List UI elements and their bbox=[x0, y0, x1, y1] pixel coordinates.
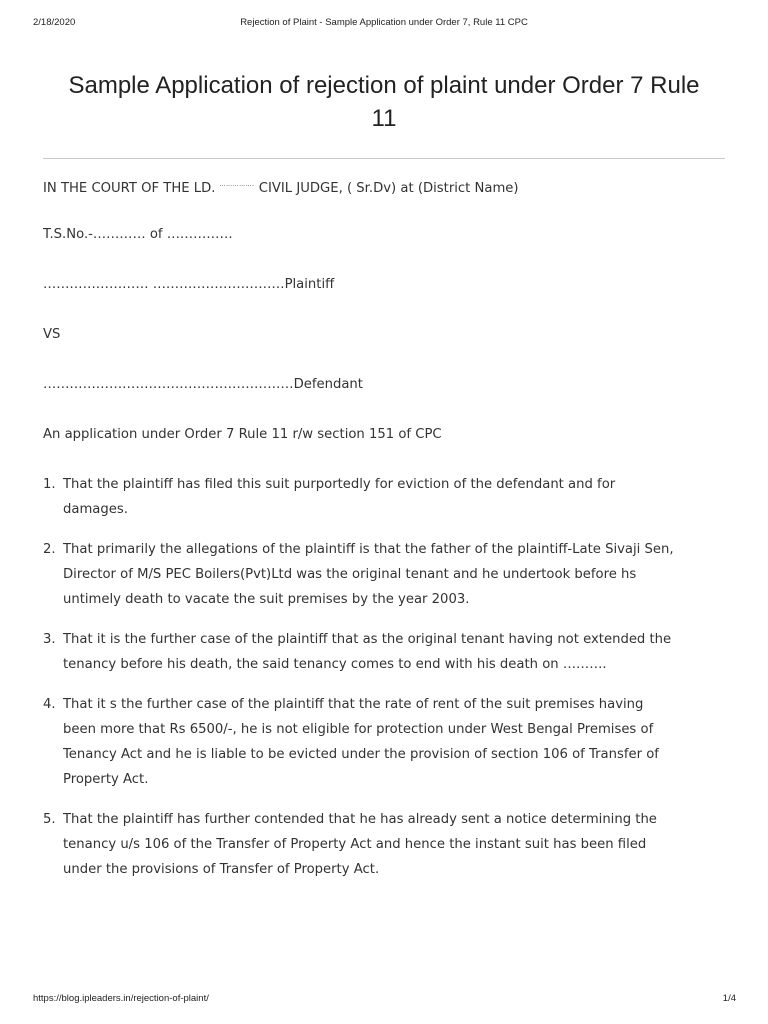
court-line-prefix: IN THE COURT OF THE LD. bbox=[43, 181, 220, 196]
list-item-number: 5. bbox=[43, 812, 56, 827]
list-item-line: That the plaintiff has further contended that he has already sent a notice determining the bbox=[63, 812, 657, 827]
plaintiff-line: …………………… …………………………Plaintiff bbox=[43, 277, 335, 292]
numbered-points bbox=[43, 472, 733, 882]
list-item bbox=[43, 472, 733, 522]
page-title bbox=[43, 69, 725, 135]
page-title-line: Sample Application of rejection of plaint under Order 7 Rule bbox=[68, 72, 700, 99]
list-item-line: untimely death to vacate the suit premises by the year 2003. bbox=[63, 592, 470, 607]
application-heading: An application under Order 7 Rule 11 r/w section 151 of CPC bbox=[43, 427, 442, 442]
list-item-line: Property Act. bbox=[63, 772, 149, 787]
versus-line: VS bbox=[43, 327, 61, 342]
page-title-line: 11 bbox=[371, 105, 397, 132]
court-line bbox=[43, 172, 733, 222]
print-date: 2/18/2020 bbox=[33, 17, 76, 28]
list-item-number: 4. bbox=[43, 697, 56, 712]
list-item-line: Director of M/S PEC Boilers(Pvt)Ltd was the original tenant and he undertook before hs bbox=[63, 567, 637, 582]
list-item-number: 1. bbox=[43, 477, 56, 492]
source-url: https://blog.ipleaders.in/rejection-of-plaint/ bbox=[33, 993, 209, 1004]
list-item-line: That it is the further case of the plaintiff that as the original tenant having not extended the bbox=[63, 632, 672, 647]
list-item-line: Tenancy Act and he is liable to be evicted under the provision of section 106 of Transfer of bbox=[63, 747, 659, 762]
list-item-line: That it s the further case of the plaintiff that the rate of rent of the suit premises having bbox=[63, 697, 644, 712]
list-item bbox=[43, 807, 733, 882]
court-line-suffix: CIVIL JUDGE, ( Sr.Dv) at (District Name) bbox=[254, 181, 519, 196]
list-item-line: been more that Rs 6500/-, he is not eligible for protection under West Bengal Premises of bbox=[63, 722, 654, 737]
list-item-number: 2. bbox=[43, 542, 56, 557]
list-item bbox=[43, 627, 733, 677]
list-item-line: That primarily the allegations of the plaintiff is that the father of the plaintiff-Late Sivaji Sen, bbox=[63, 542, 674, 557]
list-item-line: That the plaintiff has filed this suit purportedly for eviction of the defendant and for bbox=[63, 477, 616, 492]
suit-number-line: T.S.No.-………… of …………… bbox=[43, 227, 233, 242]
list-item-line: damages. bbox=[63, 502, 128, 517]
defendant-line: …………………………………………………Defendant bbox=[43, 377, 363, 392]
list-item-line: tenancy before his death, the said tenancy comes to end with his death on ………. bbox=[63, 657, 607, 672]
page-number: 1/4 bbox=[722, 993, 736, 1004]
print-header bbox=[0, 17, 768, 31]
list-item bbox=[43, 537, 733, 612]
court-line-dots: ……………. bbox=[219, 181, 255, 188]
list-item-number: 3. bbox=[43, 632, 56, 647]
print-doc-title: Rejection of Plaint - Sample Application under Order 7, Rule 11 CPC bbox=[240, 17, 528, 28]
title-divider bbox=[43, 158, 725, 159]
document-body bbox=[43, 172, 733, 897]
list-item-line: under the provisions of Transfer of Property Act. bbox=[63, 862, 380, 877]
print-footer bbox=[0, 993, 768, 1007]
list-item bbox=[43, 692, 733, 792]
list-item-line: tenancy u/s 106 of the Transfer of Property Act and hence the instant suit has been filed bbox=[63, 837, 647, 852]
